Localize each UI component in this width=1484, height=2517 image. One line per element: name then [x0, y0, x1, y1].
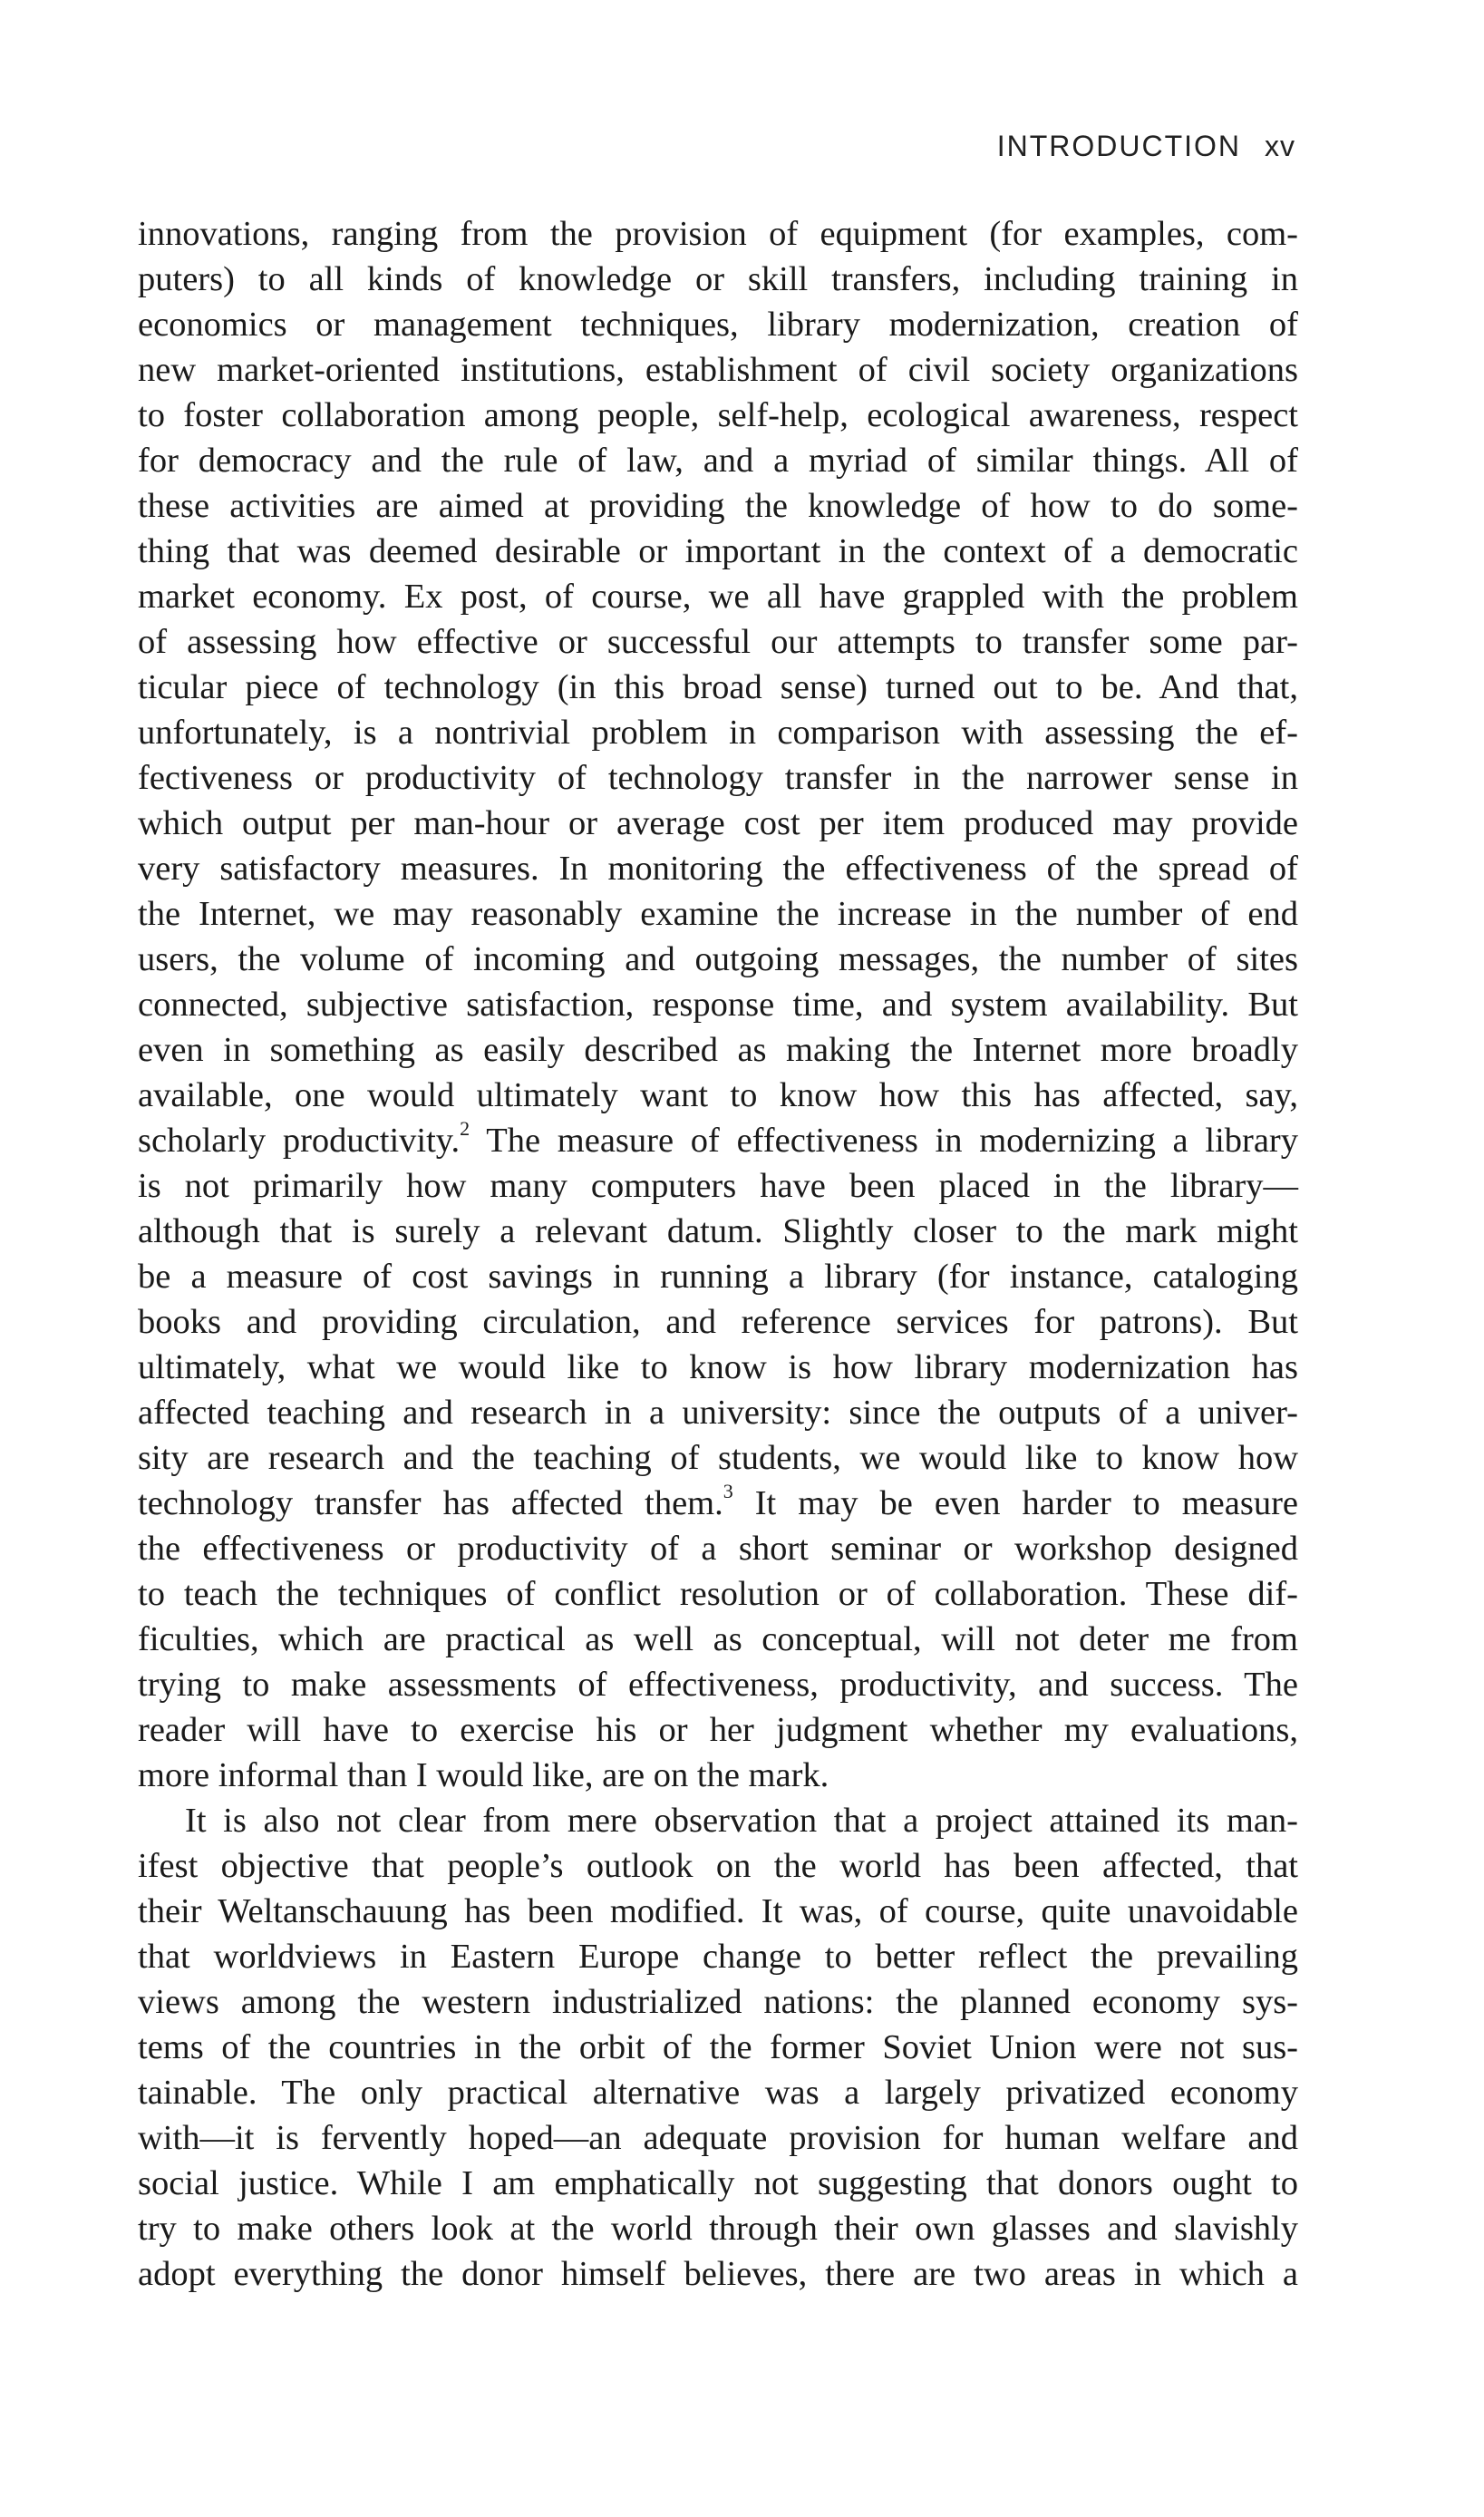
text-line: It is also not clear from mere observation that a project attained its man-	[185, 1802, 1298, 1840]
text-line: trying to make assessments of effectiveness, productivity, and success. The	[138, 1666, 1298, 1704]
text-line: connected, subjective satisfaction, response time, and system availability. But	[138, 986, 1298, 1024]
text-line: reader will have to exercise his or her judgment whether my evaluations,	[138, 1711, 1298, 1749]
text-line: ifest objective that people’s outlook on the world has been affected, that	[138, 1847, 1298, 1885]
text-line: these activities are aimed at providing the knowledge of how to do some-	[138, 487, 1298, 525]
text-segment: scholarly productivity.	[138, 1122, 461, 1160]
text-line: even in something as easily described as making the Internet more broadly	[138, 1031, 1298, 1069]
text-line: with—it is fervently hoped—an adequate provision for human welfare and	[138, 2119, 1298, 2157]
text-line-with-footnote	[138, 1118, 1298, 1163]
text-line: unfortunately, is a nontrivial problem in comparison with assessing the ef-	[138, 714, 1298, 752]
text-line-with-footnote	[138, 1481, 1298, 1526]
text-line: social justice. While I am emphatically not suggesting that donors ought to	[138, 2164, 1298, 2202]
text-line: sity are research and the teaching of students, we would like to know how	[138, 1439, 1298, 1477]
text-line: the Internet, we may reasonably examine the increase in the number of end	[138, 895, 1298, 933]
text-line: their Weltanschauung has been modified. It was, of course, quite unavoidable	[138, 1892, 1298, 1930]
text-line: ticular piece of technology (in this broad sense) turned out to be. And that,	[138, 668, 1298, 706]
text-line: puters) to all kinds of knowledge or skill transfers, including training in	[138, 260, 1298, 298]
text-line: innovations, ranging from the provision of equipment (for examples, com-	[138, 215, 1298, 253]
text-line: is not primarily how many computers have been placed in the library—	[138, 1167, 1298, 1205]
text-line: users, the volume of incoming and outgoing messages, the number of sites	[138, 940, 1298, 978]
text-line: for democracy and the rule of law, and a myriad of similar things. All of	[138, 442, 1298, 480]
text-line: ficulties, which are practical as well as conceptual, will not deter me from	[138, 1620, 1298, 1658]
page-number: xv	[1265, 130, 1295, 162]
section-title: INTRODUCTION	[996, 130, 1241, 162]
text-line: available, one would ultimately want to know how this has affected, say,	[138, 1076, 1298, 1114]
footnote-marker[interactable]: 3	[723, 1480, 733, 1503]
running-head	[997, 130, 1295, 163]
text-line: market economy. Ex post, of course, we all have grappled with the problem	[138, 578, 1298, 616]
footnote-marker[interactable]: 2	[460, 1117, 470, 1141]
text-line: tainable. The only practical alternative was a largely privatized economy	[138, 2074, 1298, 2112]
text-line: views among the western industrialized nations: the planned economy sys-	[138, 1983, 1298, 2021]
text-segment: It may be even harder to measure	[732, 1484, 1298, 1522]
text-line: to foster collaboration among people, self-help, ecological awareness, respect	[138, 396, 1298, 434]
text-line: the effectiveness or productivity of a short seminar or workshop designed	[138, 1530, 1298, 1568]
text-line: to teach the techniques of conflict resolution or of collaboration. These dif-	[138, 1575, 1298, 1613]
text-line: ultimately, what we would like to know is how library modernization has	[138, 1348, 1298, 1386]
text-segment: technology transfer has affected them.	[138, 1484, 723, 1522]
text-line: which output per man-hour or average cost per item produced may provide	[138, 804, 1298, 842]
text-line: new market-oriented institutions, establishment of civil society organizations	[138, 351, 1298, 389]
text-line: books and providing circulation, and reference services for patrons). But	[138, 1303, 1298, 1341]
text-line: of assessing how effective or successful our attempts to transfer some par-	[138, 623, 1298, 661]
text-line: tems of the countries in the orbit of the former Soviet Union were not sus-	[138, 2028, 1298, 2066]
text-line: very satisfactory measures. In monitoring the effectiveness of the spread of	[138, 850, 1298, 888]
text-line: economics or management techniques, library modernization, creation of	[138, 306, 1298, 344]
text-line: try to make others look at the world through their own glasses and slavishly	[138, 2210, 1298, 2248]
text-line: be a measure of cost savings in running a library (for instance, cataloging	[138, 1258, 1298, 1296]
text-line: more informal than I would like, are on the mark.	[138, 1756, 829, 1794]
paragraph-2	[138, 1798, 1298, 2297]
text-segment: The measure of effectiveness in modernizing a library	[470, 1122, 1298, 1160]
text-line: fectiveness or productivity of technology transfer in the narrower sense in	[138, 759, 1298, 797]
text-line: adopt everything the donor himself believes, there are two areas in which a	[138, 2255, 1298, 2293]
text-line: affected teaching and research in a university: since the outputs of a univer-	[138, 1394, 1298, 1432]
body-text	[138, 211, 1298, 2297]
text-line: that worldviews in Eastern Europe change to better reflect the prevailing	[138, 1938, 1298, 1976]
text-line: thing that was deemed desirable or important in the context of a democratic	[138, 532, 1298, 570]
text-line: although that is surely a relevant datum. Slightly closer to the mark might	[138, 1212, 1298, 1250]
paragraph-1	[138, 211, 1298, 1798]
